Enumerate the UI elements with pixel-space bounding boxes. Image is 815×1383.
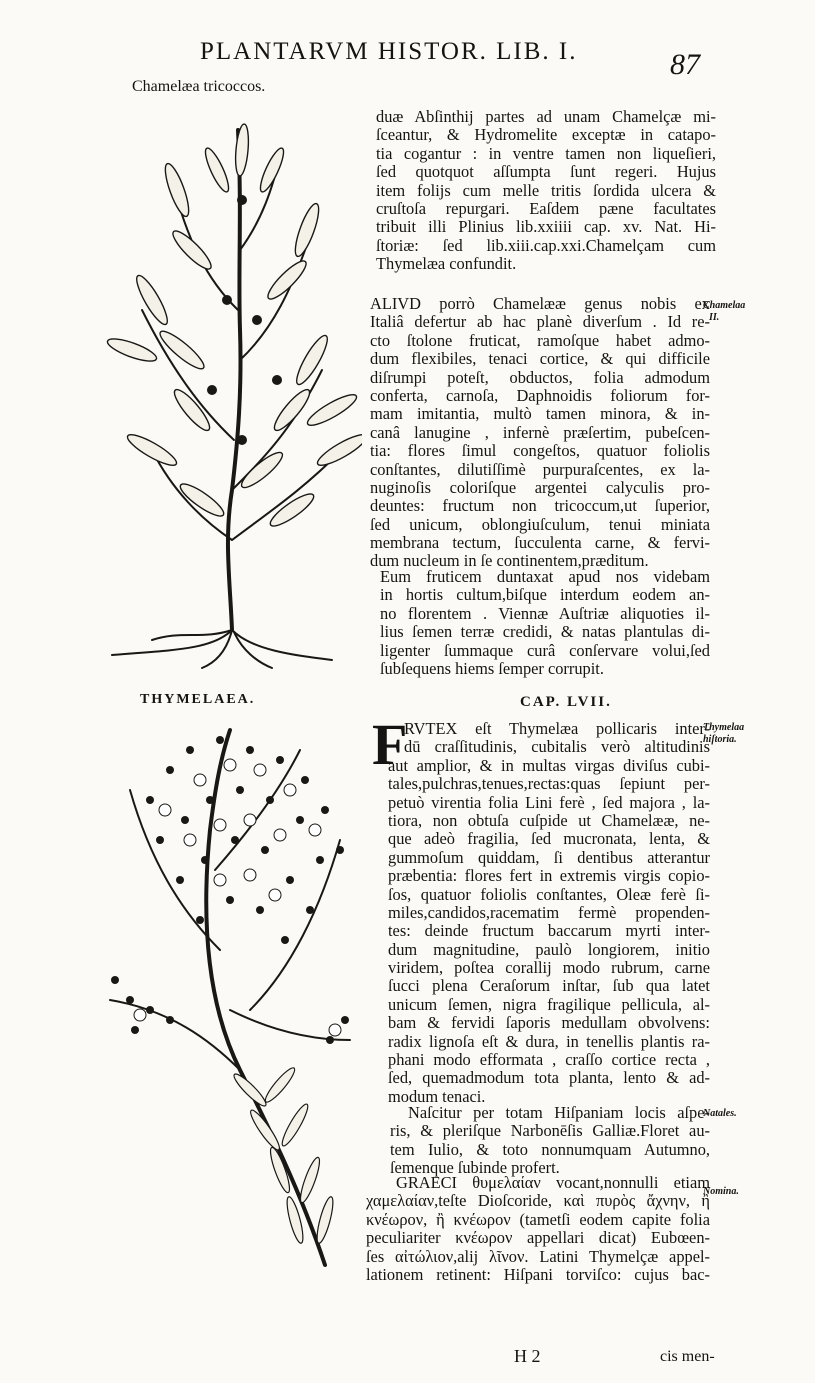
text-line: tia cogantur : in ventre tamen non liqueſieri, bbox=[376, 143, 716, 163]
running-head: PLANTARVM HISTOR. LIB. I. bbox=[200, 38, 578, 65]
text-line: Italiâ defertur ab hac planè diverſum . Id re- bbox=[370, 312, 710, 332]
text-line: membrana tectum, ſucculenta carne, & fervi- bbox=[370, 533, 710, 553]
text-line: dum flexibiles, tenaci cortice, & qui difficile bbox=[370, 349, 710, 369]
text-line: mam imitantia, multò tamen minora, & in- bbox=[370, 404, 710, 424]
text-line: cruſtoſa repurgari. Eaſdem pæne facultates bbox=[376, 198, 716, 218]
text-line: κνέωρον, ἢ κνέωρον (tametſi eodem capite folia bbox=[366, 1209, 710, 1229]
text-line: gummoſum quiddam, ſi dentibus atterantur bbox=[388, 847, 710, 867]
text-line: modum tenaci. bbox=[388, 1086, 486, 1106]
chamelaea-illustration bbox=[92, 110, 362, 670]
catchword: cis men- bbox=[660, 1348, 715, 1365]
margin-note-nomina: Nomina. bbox=[703, 1186, 739, 1197]
signature-mark: H 2 bbox=[514, 1346, 541, 1366]
text-line: peculiariter κνέωρον appellari dicat) Eubœen- bbox=[366, 1228, 710, 1248]
text-line: tribuit illi Plinius lib.xxiiii cap. xv. Nat. Hi- bbox=[376, 217, 716, 237]
text-block-habitat bbox=[390, 1104, 710, 1178]
margin-note-line: II. bbox=[709, 312, 720, 323]
text-line: nuginoſis coloriſque argentei calyculis pro- bbox=[370, 477, 710, 497]
text-line: radix lignoſa eſt & dura, in tenellis plantis ra- bbox=[388, 1031, 710, 1051]
text-line: ALIVD porrò Chamelææ genus nobis ex bbox=[370, 294, 710, 313]
text-line: ſed unicum, oblongiuſculum, tenui miniata bbox=[370, 514, 710, 534]
text-line: præbentia: flores fert in extremis virgis copio- bbox=[388, 866, 710, 886]
figure-1-caption: Chamelæa tricoccos. bbox=[132, 78, 266, 95]
margin-note-line: Thymelaa bbox=[703, 722, 745, 733]
text-line: ſos, quatuor foliolis conſtantes, Oleæ ferè ſi- bbox=[388, 884, 710, 904]
margin-note-line: hiſtoria. bbox=[703, 734, 737, 745]
text-line: bam & fervidi ſaporis medullam obvolvens: bbox=[388, 1013, 710, 1033]
text-line: no florentem . Viennæ Auſtriæ aliquoties il- bbox=[380, 603, 710, 623]
text-block-cultivation bbox=[380, 568, 710, 678]
text-line: conſtantes, dilutiſſimè purpuraſcentes, ex la- bbox=[370, 459, 710, 479]
text-block-chamelaea-ii bbox=[370, 295, 710, 571]
page-number: 87 bbox=[670, 48, 700, 81]
text-line: dum nucleum in ſe continentem,præditum. bbox=[370, 551, 649, 571]
text-line: tiora, non obtuſa cuſpide ut Chamelææ, ne- bbox=[388, 810, 710, 830]
text-line: ligenter ſummaque curâ conſervare volui,ſed bbox=[380, 640, 710, 660]
drop-capital: F bbox=[372, 712, 408, 777]
text-line: GRAECI θυμελαίαν vocant,nonnulli etiam bbox=[396, 1173, 710, 1192]
text-line: phani modo efformata , craſſo cortice recta , bbox=[388, 1050, 710, 1070]
text-line: miles,candidos,racematim fermè propenden- bbox=[388, 902, 710, 922]
text-line: lationem retinent: Hiſpani torviſco: cujus bac- bbox=[366, 1264, 710, 1284]
margin-note-thymelaea bbox=[703, 722, 744, 746]
text-line: dū craſſitudinis, cubitalis verò altitudinis bbox=[404, 737, 710, 757]
text-line: ſubſequens hiems ſemper corrupit. bbox=[380, 658, 604, 678]
margin-note-chamelaea bbox=[703, 300, 745, 324]
text-line: ris, & pleriſque Narbonēſis Galliæ.Floret au- bbox=[390, 1121, 710, 1141]
text-line: canâ lanugine , infernè præſertim, pubeſcen- bbox=[370, 422, 710, 442]
text-line: ſtoriæ: ſed lib.xiii.cap.xxi.Chamelçam cum bbox=[376, 235, 716, 255]
text-block-thymelaea-description bbox=[388, 720, 710, 1106]
text-line: item folijs cum melle tritis ſordida ulcera & bbox=[376, 180, 716, 200]
text-line: ſed quotquot aſſumpta ſunt regeri. Hujus bbox=[376, 162, 716, 182]
text-line: ſceantur, & Hydromelite exceptæ in catapo- bbox=[376, 125, 716, 145]
chapter-heading: CAP. LVII. bbox=[520, 694, 612, 710]
text-line: tem Iulio, & toto nonnumquam Autumno, bbox=[390, 1139, 710, 1159]
text-line: deuntes: fructum non tricoccum,ut ſuperior, bbox=[370, 496, 710, 516]
thymelaea-illustration bbox=[90, 710, 370, 1270]
text-line: petuò virentia folia Lini ferè , ſed majora , la- bbox=[388, 792, 710, 812]
text-line: cto ſtolone fruticat, ramoſque habet admo- bbox=[370, 330, 710, 350]
margin-note-line: Chamelaa bbox=[703, 300, 746, 311]
text-line: viridem, poſtea corallij modo rubrum, carne bbox=[388, 958, 710, 978]
margin-note-natales: Natales. bbox=[703, 1108, 737, 1119]
text-line: χαμελαίαν,teſte Dioſcoride, καὶ πυρὸς ἄχνην, ἢ bbox=[366, 1191, 710, 1211]
text-line: ſes αἰτώλιον,alij λῖνον. Latini Thymelçæ appel- bbox=[366, 1246, 710, 1266]
text-line: Eum fruticem duntaxat apud nos videbam bbox=[380, 567, 710, 586]
text-line: unicum ſemen, nigra fragilique pellicula, al- bbox=[388, 994, 710, 1014]
text-line: conferta, carnoſa, Daphnoidis foliorum for- bbox=[370, 385, 710, 405]
text-line: in hortis cultum,biſque interdum eodem an- bbox=[380, 585, 710, 605]
text-line: tes: deinde fructum baccarum myrti inter- bbox=[388, 921, 710, 941]
text-line: dum magnitudine, paulò longiorem, initio bbox=[388, 939, 710, 959]
text-line: diſrumpi poteſt, obductos, folia admodum bbox=[370, 367, 710, 387]
text-line: que adeò fragilia, ſed mucronata, lenta, & bbox=[388, 829, 710, 849]
text-block-names bbox=[366, 1174, 710, 1284]
text-block-continuation bbox=[376, 108, 716, 274]
text-line: tia: flores ſimul congeſtos, quatuor foliolis bbox=[370, 441, 710, 461]
text-line: ſemenque ſubinde profert. bbox=[390, 1158, 560, 1178]
text-line: tales,pulchras,tenues,rectas:quas ſepiunt per- bbox=[388, 774, 710, 794]
text-line: lius ſemen terræ credidi, & natas plantulas di- bbox=[380, 622, 710, 642]
text-line: Naſcitur per totam Hiſpaniam locis aſpe- bbox=[408, 1103, 710, 1122]
text-line: RVTEX eſt Thymelæa pollicaris inter- bbox=[404, 719, 710, 738]
text-line: Thymelæa confundit. bbox=[376, 254, 517, 274]
figure-2-caption: THYMELAEA. bbox=[140, 692, 256, 707]
text-line: aut amplior, & in multas virgas diviſus cubi- bbox=[388, 755, 710, 775]
text-line: ſucci plena Ceraſorum inſtar, ſub qua latet bbox=[388, 976, 710, 996]
text-line: ſed, quemadmodum tota planta, lento & ad- bbox=[388, 1068, 710, 1088]
text-line: duæ Abſinthij partes ad unam Chamelçæ mi- bbox=[376, 107, 716, 126]
